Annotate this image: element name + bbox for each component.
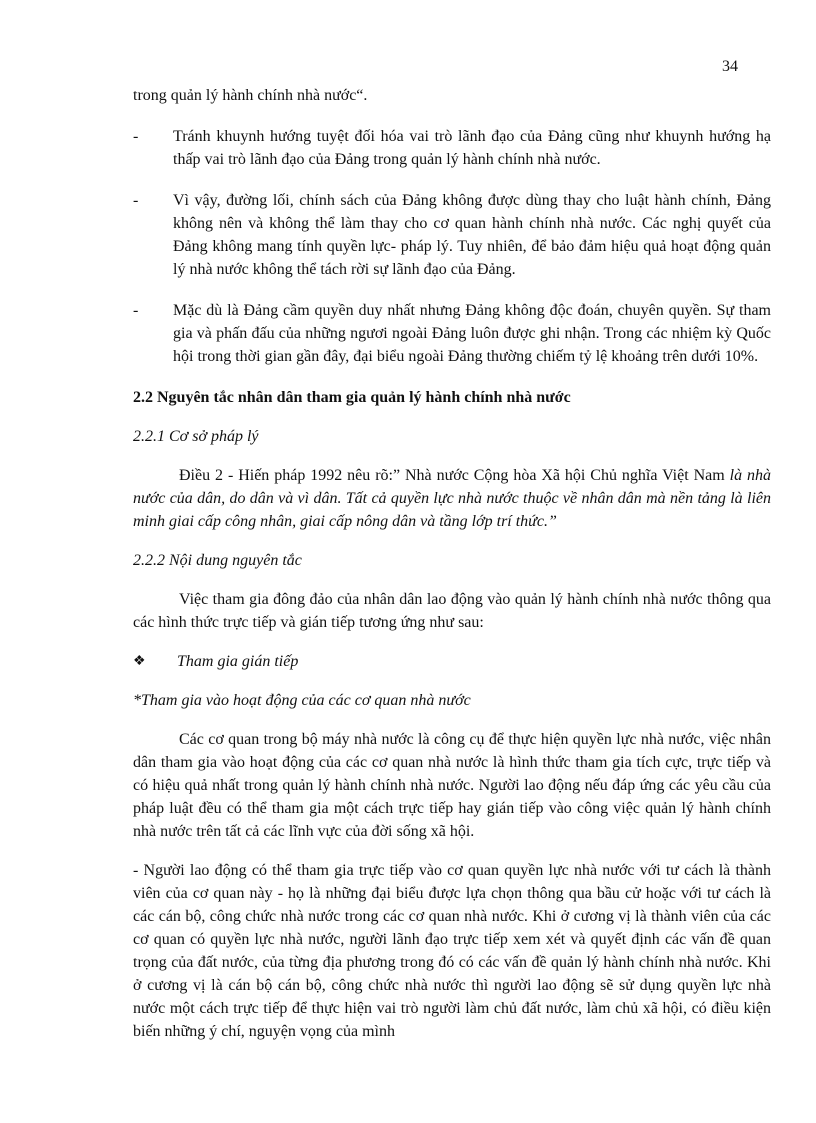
bullet-item bbox=[133, 125, 771, 171]
legal-basis-text: Điều 2 - Hiến pháp 1992 nêu rõ:” Nhà nước Cộng hòa Xã hội Chủ nghĩa Việt Nam bbox=[179, 467, 730, 484]
subsection-heading-2-2-2: 2.2.2 Nội dung nguyên tắc bbox=[133, 552, 302, 569]
bullet-dash: - bbox=[133, 192, 139, 209]
intro-line: trong quản lý hành chính nhà nước“. bbox=[133, 87, 368, 104]
bullet-item bbox=[133, 189, 771, 281]
bullet-dash: - bbox=[133, 128, 139, 145]
bullet-dash: - bbox=[133, 302, 139, 319]
paragraph-legal-basis bbox=[133, 464, 771, 533]
bullet-item bbox=[133, 299, 771, 368]
indirect-participation-label: Tham gia gián tiếp bbox=[177, 653, 299, 670]
agency-participation-heading: *Tham gia vào hoạt động của các cơ quan nhà nước bbox=[133, 692, 471, 709]
section-heading: 2.2 Nguyên tắc nhân dân tham gia quản lý hành chính nhà nước bbox=[133, 389, 571, 406]
paragraph-principle-content: Việc tham gia đông đảo của nhân dân lao động vào quản lý hành chính nhà nước thông qua các hình thức trực tiếp và gián tiếp tương ứng như sau: bbox=[133, 591, 771, 631]
legal-basis-quote: là nhà nước của dân, do dân và vì dân. Tất cả quyền lực nhà nước thuộc về nhân dân mà nền tảng là liên minh giai cấp công nhân, giai cấp nông dân và tầng lớp trí thức.” bbox=[133, 467, 771, 530]
paragraph-agencies: Các cơ quan trong bộ máy nhà nước là công cụ để thực hiện quyền lực nhà nước, việc nhân dân tham gia vào hoạt động của các cơ quan nhà nước là hình thức tham gia tích cực, trực tiếp và có hiệu quả nhất trong quản lý hành chính nhà nước. Người lao động nếu đáp ứng các yêu cầu của pháp luật đều có thể tham gia một cách trực tiếp hay gián tiếp vào công việc quản lý hành chính nhà nước trên tất cả các lĩnh vực của đời sống xã hội. bbox=[133, 731, 771, 840]
bullet-text: Tránh khuynh hướng tuyệt đối hóa vai trò lãnh đạo của Đảng cũng như khuynh hướng hạ thấp vai trò lãnh đạo của Đảng trong quản lý hành chính nhà nước. bbox=[173, 128, 771, 168]
document-body bbox=[133, 84, 771, 1043]
bullet-text: Mặc dù là Đảng cầm quyền duy nhất nhưng Đảng không độc đoán, chuyên quyền. Sự tham gia và phấn đấu của những ngươi ngoài Đảng luôn được ghi nhận. Trong các nhiệm kỳ Quốc hội trong thời gian gần đây, đại biểu ngoài Đảng thường chiếm tỷ lệ khoảng trên dưới 10%. bbox=[173, 302, 771, 365]
page-number: 34 bbox=[722, 58, 738, 75]
diamond-bullet-icon: ❖ bbox=[133, 654, 146, 669]
bullet-text: Vì vậy, đường lối, chính sách của Đảng không được dùng thay cho luật hành chính, Đảng không nên và không thể làm thay cho cơ quan hành chính nhà nước. Các nghị quyết của Đảng không mang tính quyền lực- pháp lý. Tuy nhiên, để bảo đảm hiệu quả hoạt động quản lý nhà nước không thể tách rời sự lãnh đạo của Đảng. bbox=[173, 192, 771, 278]
subsection-heading-2-2-1: 2.2.1 Cơ sở pháp lý bbox=[133, 428, 259, 445]
indirect-participation-heading bbox=[133, 650, 771, 673]
paragraph-workers: - Người lao động có thể tham gia trực tiếp vào cơ quan quyền lực nhà nước với tư cách là thành viên của cơ quan này - họ là những đại biểu được lựa chọn thông qua bầu cử hoặc với tư cách là các cán bộ, công chức nhà nước trong các cơ quan nhà nước. Khi ở cương vị là thành viên của các cơ quan có quyền lực nhà nước, người lãnh đạo trực tiếp xem xét và quyết định các vấn đề quan trọng của đất nước, của từng địa phương trong đó có các vấn đề quản lý hành chính nhà nước. Khi ở cương vị là cán bộ cán bộ, công chức nhà nước thì người lao động sẽ sử dụng quyền lực nhà nước một cách trực tiếp để thực hiện vai trò người làm chủ đất nước, làm chủ xã hội, có điều kiện biến những ý chí, nguyện vọng của mình bbox=[133, 862, 771, 1040]
